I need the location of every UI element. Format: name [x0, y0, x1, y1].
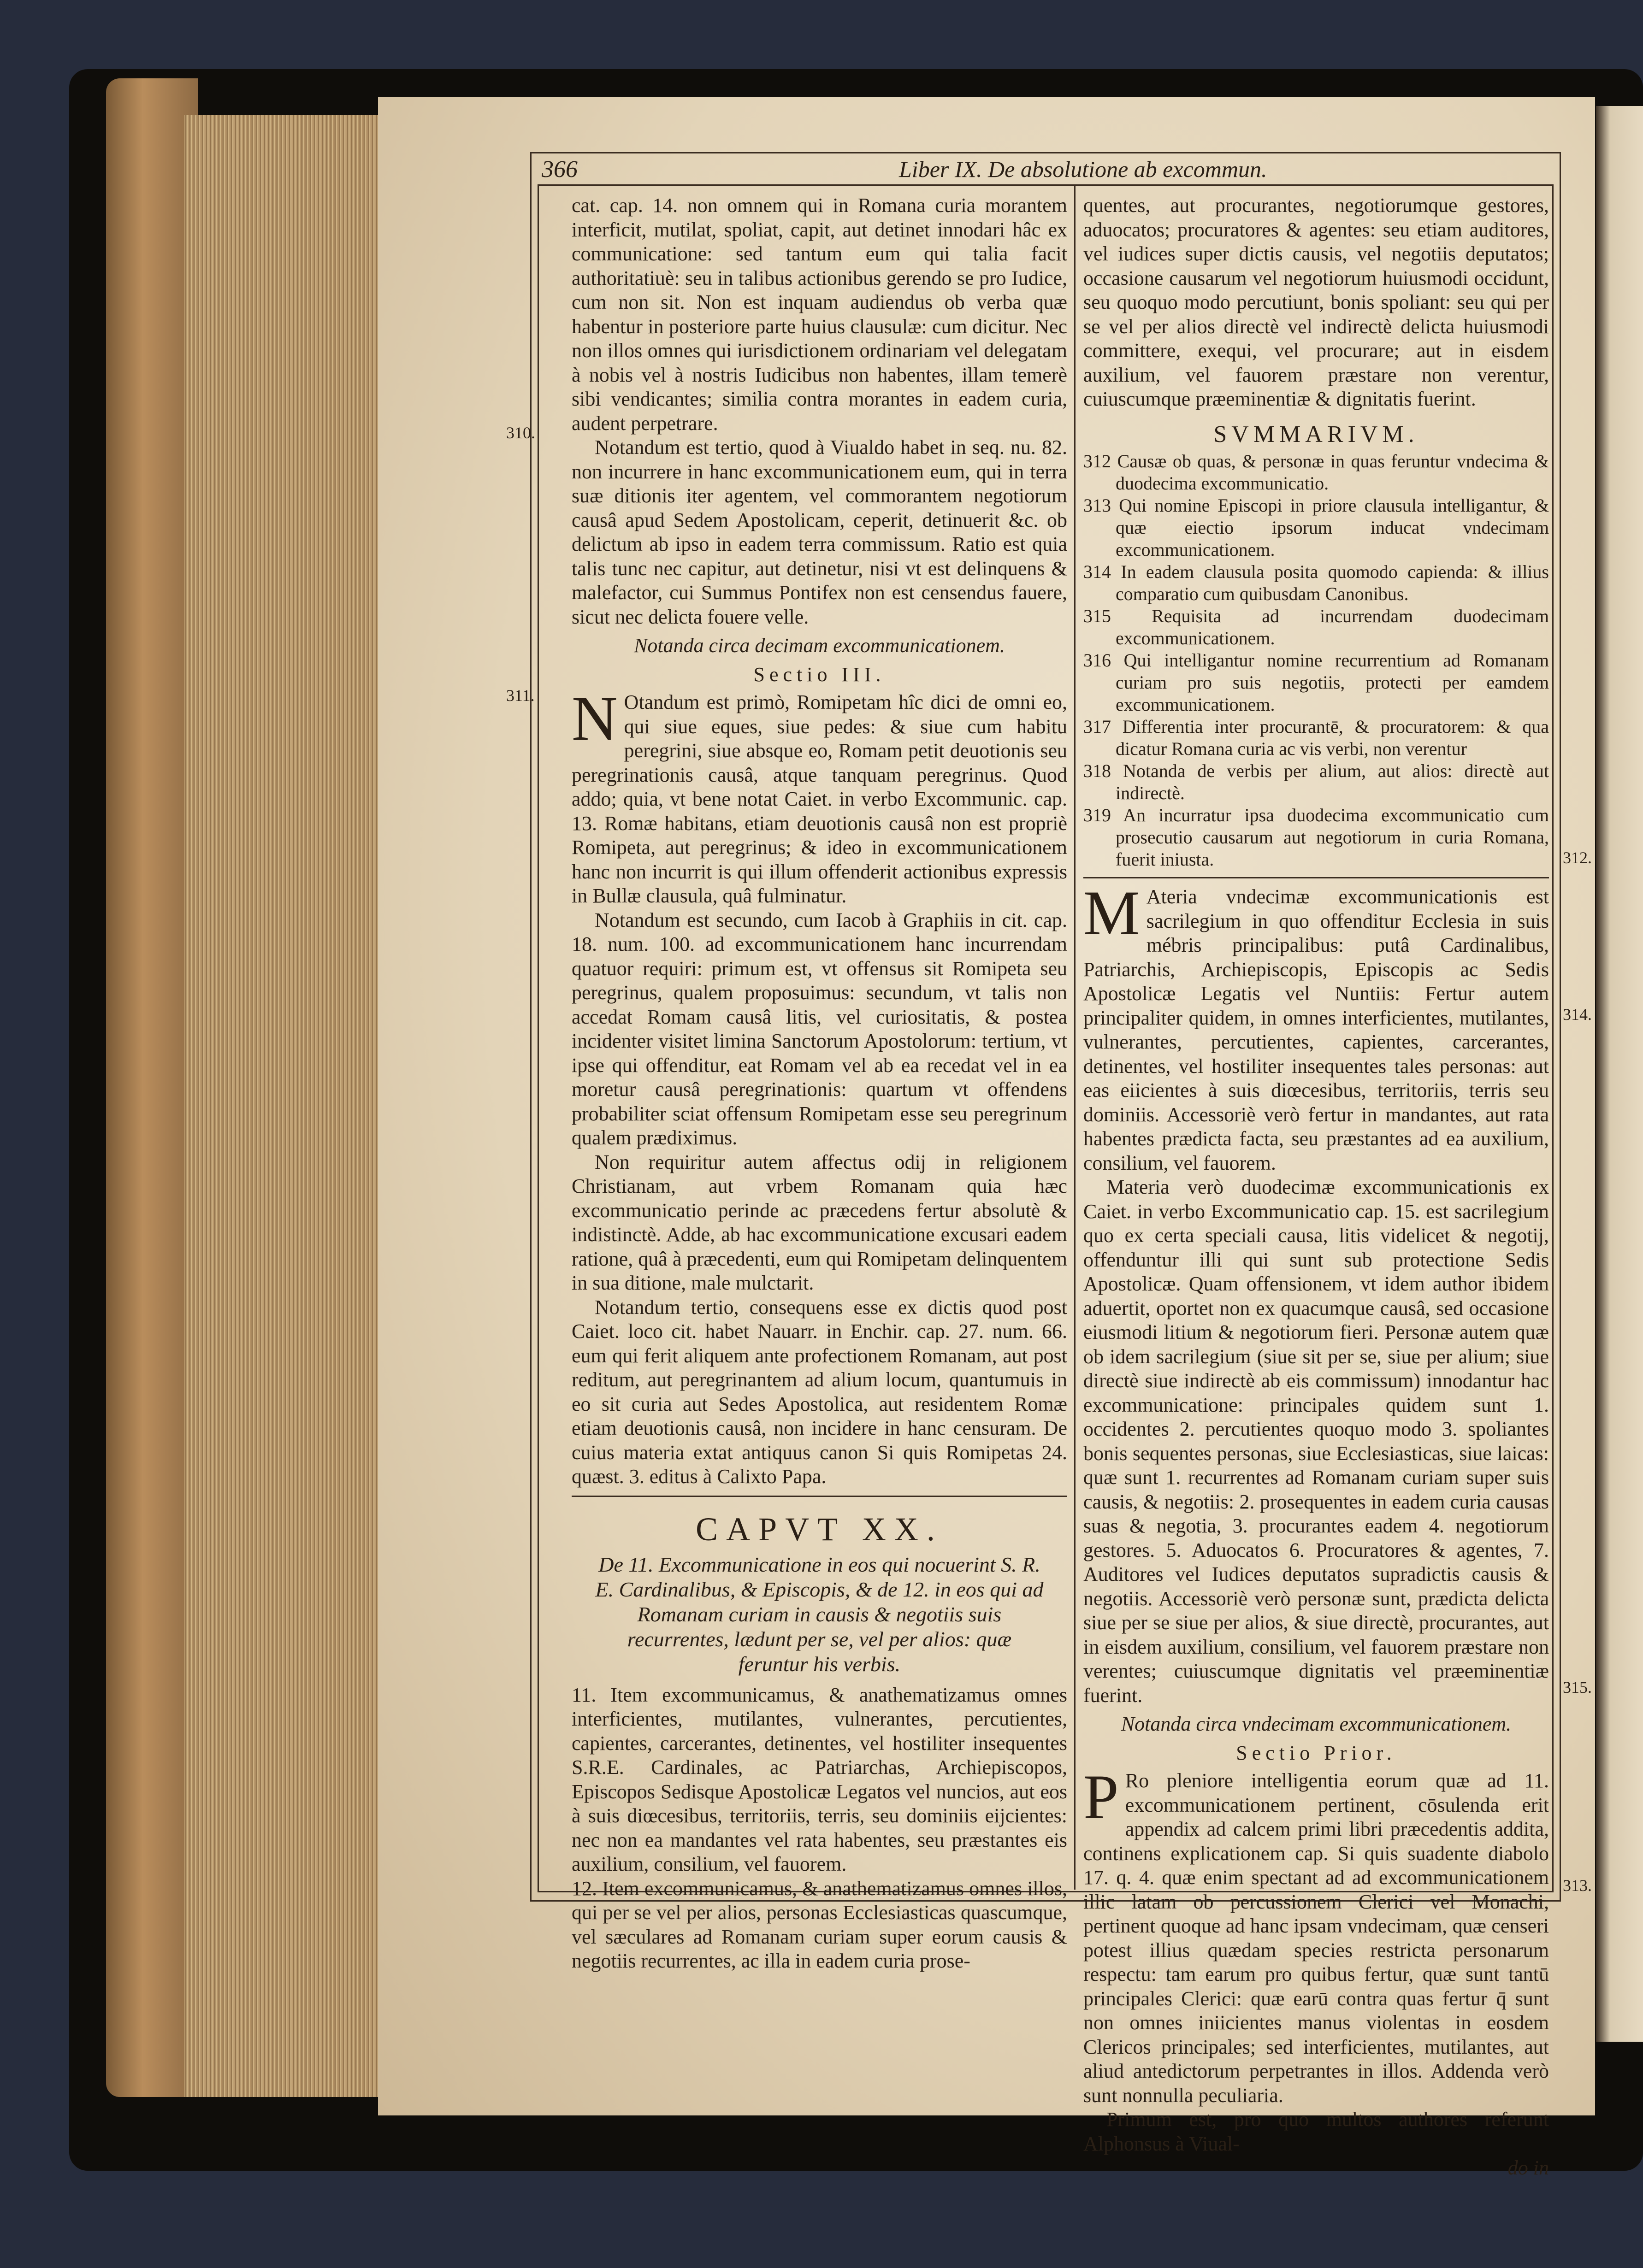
paragraph: Primum est, pro quo multos authores referunt Alphonsus à Viual- — [1083, 2108, 1549, 2155]
summary-item: 318 Notanda de verbis per alium, aut alios: directè aut indirectè. — [1083, 760, 1549, 803]
chapter-title: CAPVT XX. — [696, 1510, 943, 1548]
paragraph: 12. Item excommunicamus, & anathematizamus omnes illos, qui per se vel per alios, personas Ecclesiasticas quascumque, vel sæculares ad Romanam curiam super eorum causis & negotiis recurrentes, ac illa in eadem curia prose- — [572, 1877, 1067, 1972]
summary-item: 315 Requisita ad incurrendam duodecimam excommunicationem. — [1083, 606, 1549, 648]
page-number: 366 — [542, 156, 578, 183]
summary-item: 314 In eadem clausula posita quomodo capienda: & illius comparatio cum quibusdam Canonibus. — [1083, 561, 1549, 604]
margin-number: 314. — [1563, 1005, 1592, 1024]
paragraph: 11. Item excommunicamus, & anathematizamus omnes interficientes, mutilantes, vulnerantes, percutientes, capientes, carcerantes, detinentes, vel hostiliter insequentes S.R.E. Cardinales, ac Patriarchas, Archiepiscopos, Episcopos Sedisque Apostolicæ Legatos vel nuncios, aut eos à suis diœcesibus, territoriis, terris, seu dominiis eijcientes: nec non ea mandantes vel rata habentes, seu præstantes eis auxilium, consilium, vel fauorem. — [572, 1683, 1067, 1875]
margin-number: 310. — [506, 424, 535, 442]
paragraph: N Otandum est primò, Romipetam hîc dici de omni eo, qui siue eques, siue pedes: & siue cum habitu peregrini, siue absque eo, Romam petit deuotionis seu peregrinationis causâ, atque tanquam peregrinus. Quod addo; quia, vt bene notat Caiet. in verbo Excommunic. cap. 13. Romæ habitans, etiam deuotionis causâ non est propriè Romipeta, aut peregrinus; & ideo in excommunicationem hanc non incurrit is qui illum offenderit actionibus expressis in Bullæ clausula, quâ fulminatur. — [572, 683, 1067, 907]
paragraph: Notandum tertio, consequens esse ex dictis quod post Caiet. loco cit. habet Nauarr. in Enchir. cap. 27. num. 66. eum qui ferit aliquem ante profectionem Romanam, aut post reditum, aut peregrinantem ad alium locum, quantumuis in eo sit curia aut Sedes Apostolica, aut residentem Romæ etiam deuotionis causâ, non incidere in hanc censuram. De cuius materia extat antiquus canon Si quis Romipetas 24. quæst. 3. editus à Calixto Papa. — [572, 1296, 1067, 1488]
section-heading: Notanda circa decimam excommunicationem. — [634, 634, 1005, 657]
paragraph: Notandum est tertio, quod à Viualdo habet in seq. nu. 82. non incurrere in hanc excommunicationem eum, qui in terra suæ ditionis iter agentem, vel commorantem negotiorum causâ apud Sedem Apostolicam, ceperit, detinuerit &c. ob delictum ab ipso in eadem terra commissum. Ratio est quia talis tunc nec capitur, aut detinetur, nisi vt est delinquens & malefactor, cui Summus Pontifex non est censendus fauere, sicut nec delicta fouere velle. — [572, 436, 1067, 628]
section-title: Sectio III. — [753, 663, 886, 686]
column-divider — [1074, 184, 1076, 1890]
paragraph: quentes, aut procurantes, negotiorumque gestores, aduocatos; procuratores & agentes: seu etiam auditores, vel iudices super dictis causis, vel negotiis deputatos; occasione causarum vel negotiorum huiusmodi occidunt, seu quoquo modo percutiunt, bonis spoliant: seu qui per se vel per alios directè vel indirectè delicta huiusmodi committere, exequi, vel procurare; aut in eisdem auxilium, vel fauorem præstare non verentur, cuiuscumque præeminentiæ & dignitatis fuerint. — [1083, 194, 1549, 410]
section-title: Sectio Prior. — [1236, 1741, 1396, 1764]
margin-number: 315. — [1563, 1678, 1592, 1697]
left-column — [572, 194, 1067, 1973]
summary-item: 313 Qui nomine Episcopi in priore clausula intelligantur, & quæ eiectio ipsorum inducat vndecimam excommunicationem. — [1083, 495, 1549, 560]
drop-cap: N — [572, 683, 618, 754]
drop-cap: P — [1083, 1761, 1119, 1832]
chapter-subtitle: De 11. Excommunicatione in eos qui nocuerint S. R. E. Cardinalibus, & Episcopis, & de 12. in eos qui ad Romanam curiam in causis & negotiis suis recurrentes, lædunt per se, vel per alios: quæ feruntur his verbis. — [595, 1552, 1044, 1676]
margin-number: 311. — [506, 686, 535, 705]
paragraph: M Ateria vndecimæ excommunicationis est sacrilegium in quo offenditur Ecclesia in suis mébris principalibus: putâ Cardinalibus, Patriarchis, Archiepiscopis, Episcopis ac Sedis Apostolicæ Legatis vel Nuntiis: Fertur autem principaliter quidem, in omnes interficientes, mutilantes, vulnerantes, percutientes, capientes, carcerantes, detinentes, vel hostiliter insequentes tales personas: aut eas eiicientes à suis diœcesibus, territoriis, terris seu dominiis. Accessoriè verò fertur in mandantes, aut rata habentes prædicta facta, seu præstantes ad ea auxilium, consilium, vel fauorem. — [1083, 878, 1549, 1174]
section-heading: Notanda circa vndecimam excommunicationem. — [1121, 1713, 1512, 1735]
paragraph: cat. cap. 14. non omnem qui in Romana curia morantem interficit, mutilat, spoliat, capit, aut detinet innodari hâc ex communicatione: sed tantum eum qui talia facit authoritatiuè: seu in talibus actionibus gerendo se pro Iudice, cum non sit. Non est inquam audiendus ob verba quæ habentur in posteriore parte huius clausulæ: cum dicitur. Nec non illos omnes qui iurisdictionem ordinariam vel delegatam à nobis vel à nostris Iudicibus non habentes, illam temerè sibi vendicantes; similia contra morantes in eadem curia, audent perpetrare. — [572, 194, 1067, 435]
summary-title: SVMMARIVM. — [1213, 421, 1419, 448]
right-column — [1083, 194, 1549, 2180]
running-head: Liber IX. De absolutione ab excommun. — [899, 156, 1267, 182]
divider — [1083, 877, 1549, 878]
summary-item: 316 Qui intelligantur nomine recurrentium ad Romanam curiam pro suis negotiis, protecti per eamdem excommunicationem. — [1083, 650, 1549, 715]
drop-cap: M — [1083, 878, 1140, 948]
margin-number: 313. — [1563, 1876, 1592, 1895]
summary-item: 317 Differentia inter procurantē, & procuratorem: & qua dicatur Romana curia ac vis verbi, non verentur — [1083, 716, 1549, 759]
catchword: do in — [1507, 2156, 1549, 2179]
paragraph: Materia verò duodecimæ excommunicationis ex Caiet. in verbo Excommunicatio cap. 15. est sacrilegium quo ex certa speciali causa, litis videlicet & negotij, offenduntur illi qui sunt sub protectione Sedis Apostolicæ. Quam offensionem, vt idem author ibidem aduertit, oportet non ex quacumque causâ, sed occasione eiusmodi litium & negotiorum fieri. Personæ autem quæ ob idem sacrilegium (siue sit per se, siue per alium; siue directè siue indirectè ab eis commissum) innodantur hac excommunicatione: principales quidem sunt 1. occidentes 2. percutientes quoquo modo 3. spoliantes bonis sequentes personas, siue Ecclesiasticas, siue laicas: quæ sunt 1. recurrentes ad Romanam curiam super suis causis, & negotiis: 2. prosequentes in eadem curia causas suas & negotia, 3. procurantes eadem 4. negotiorum gestores. 5. Aduocatos 6. Procuratores & agentes, 7. Auditores vel Iudices deputatos supradictis causis & negotiis. Accessoriè verò personæ sunt, prædicta delicta siue per se siue per alios, & siue directè, procurantes, aut in eisdem auxilium, consilium, vel fauorem præstare non verentes; cuiuscumque dignitatis vel præeminentiæ fuerint. — [1083, 1176, 1549, 1707]
margin-number: 312. — [1563, 848, 1592, 867]
paragraph: Non requiritur autem affectus odij in religionem Christianam, aut vrbem Romanam quia hæc excommunicatio perinde ac præcedens fertur absolutè & indistinctè. Adde, ab hac excommunicatione excusari eadem ratione, quâ à præcedenti, eum qui Romipetam delinquentem in sua ditione, male mulctarit. — [572, 1150, 1067, 1294]
divider — [572, 1496, 1067, 1497]
page-edges — [184, 115, 378, 2097]
paragraph: P Ro pleniore intelligentia eorum quæ ad 11. excommunicationem pertinent, cōsulenda erit appendix ad calcem primi libri præcedentis addita, continens explicationem cap. Si quis suadente diabolo 17. q. 4. quæ enim spectant ad ad excommunicationem illic latam ob percussionem Clerici vel Monachi, pertinent quoque ad hanc ipsam vndecimam, quæ censeri potest illius quædam species restricta personarum respectu: tam earum pro quibus fertur, quæ sunt tantū principales Clerici: quæ earū contra quas fertur q̄ sunt non omnes iniicientes manus violentas in eosdem Clericos principales; sed interficientes, mutilantes, aut aliud antedictorum perpetrantes in illos. Addenda verò sunt nonnulla peculiaria. — [1083, 1761, 1549, 2107]
summary-item: 319 An incurratur ipsa duodecima excommunicatio cum prosecutio causarum aut negotiorum in curia Romana, fuerit iniusta. — [1083, 805, 1549, 870]
summary-list — [1083, 450, 1549, 871]
facing-page-edge — [1596, 106, 1643, 2042]
summary-item: 312 Causæ ob quas, & personæ in quas feruntur vndecima & duodecima excommunicatio. — [1083, 451, 1549, 494]
paragraph: Notandum est secundo, cum Iacob à Graphiis in cit. cap. 18. num. 100. ad excommunicationem hanc incurrendam quatuor requiri: primum est, vt offensus sit Romipeta seu peregrinus, qualem proposuimus: secundum, vt talis non accedat Romam causâ litis, vel curiositatis, & postea incidenter visitet limina Sanctorum Apostolorum: tertium, vt ipse qui offenditur, eat Romam vel ab ea recedat vel in ea moretur causâ peregrinationis: quartum vt offendens probabiliter sciat offensum Romipetam esse seu peregrinum qualem prædiximus. — [572, 908, 1067, 1149]
